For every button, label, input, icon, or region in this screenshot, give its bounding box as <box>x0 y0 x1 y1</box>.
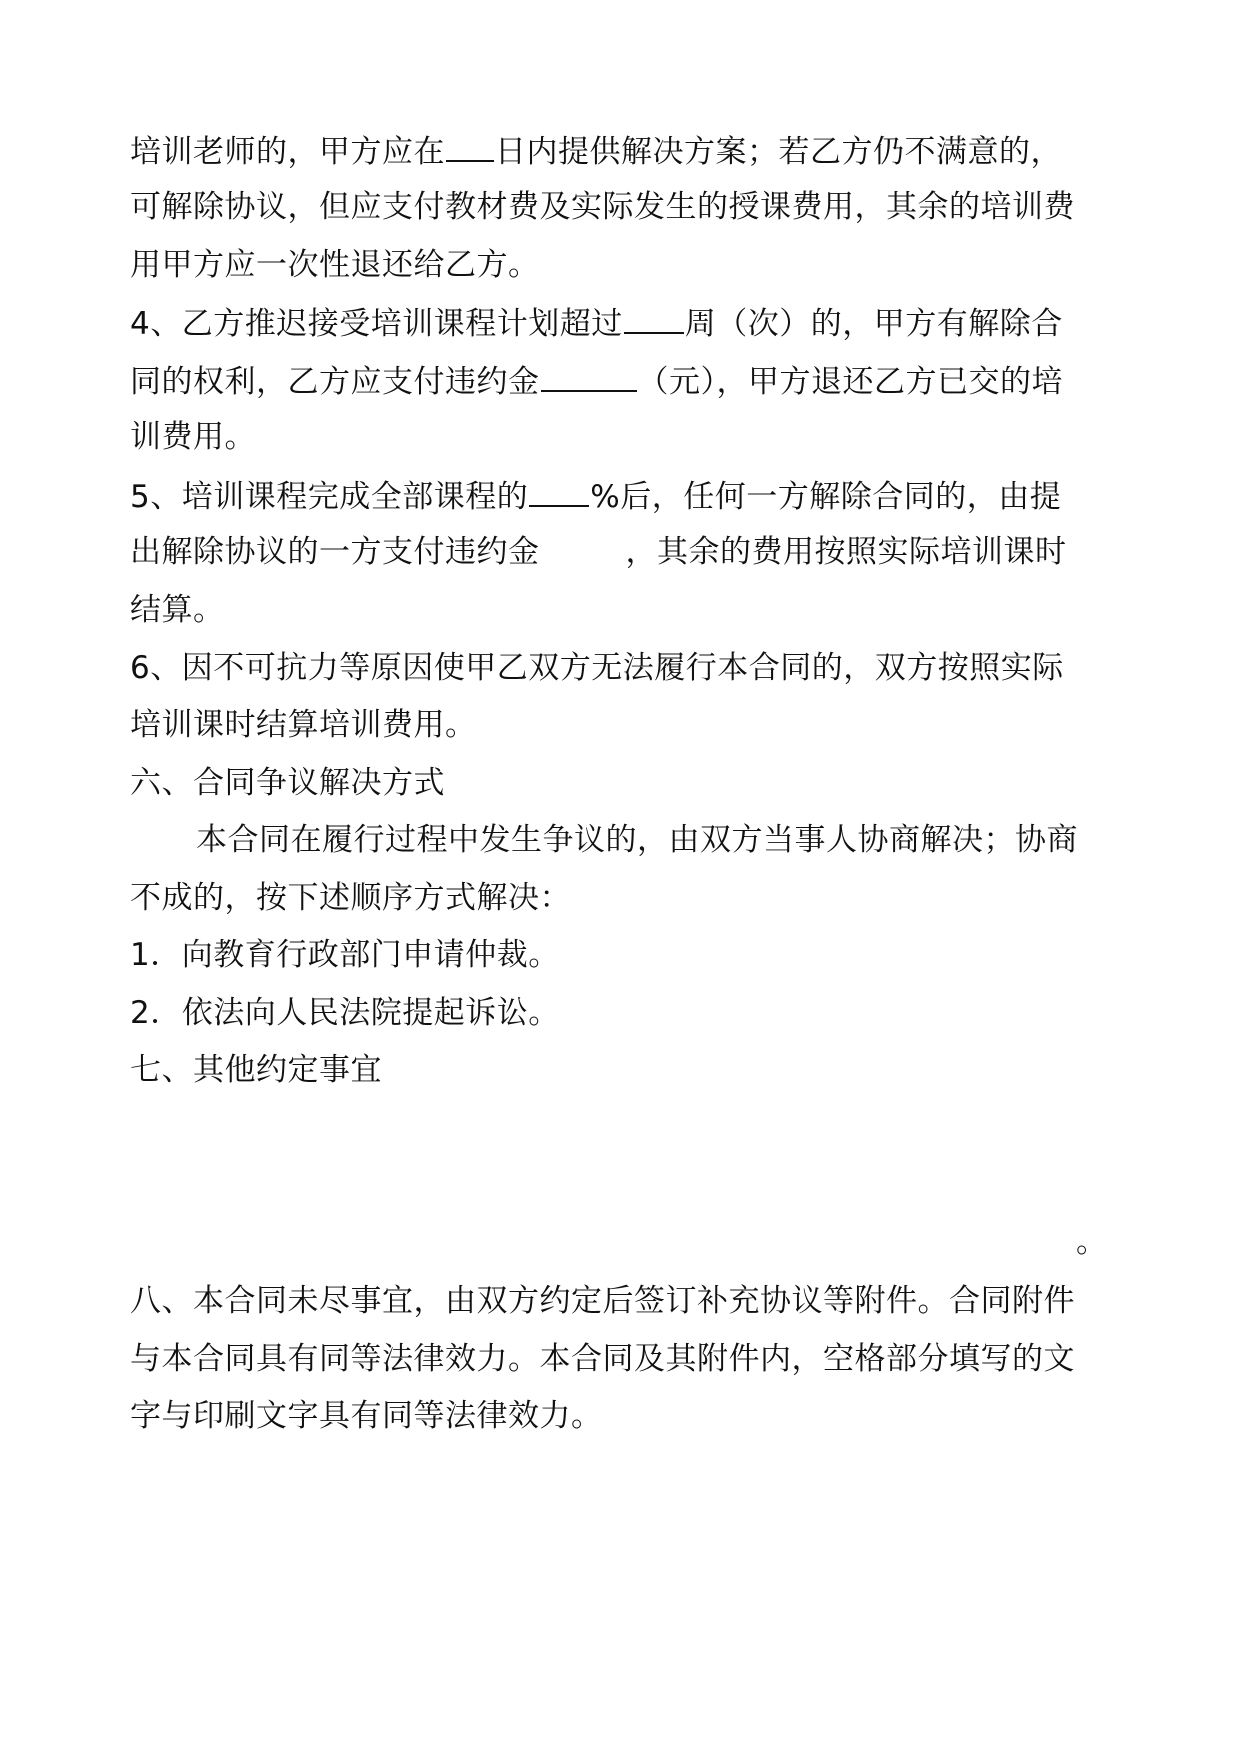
clause-5-part-a: 5、培训课程完成全部课程的 <box>130 479 529 515</box>
blank-area-end-mark: 。 <box>1076 1224 1107 1260</box>
line-1-part-a: 培训老师的，甲方应在 <box>130 134 445 170</box>
clause-4-part-b: 周（次）的，甲方有解除合 <box>684 306 1063 342</box>
clause-4-part-a: 4、乙方推迟接受培训课程计划超过 <box>130 306 623 342</box>
line-1-part-b: 日内提供解决方案；若乙方仍不满意的， <box>495 134 1062 170</box>
clause-5-part-b: %后，任何一方解除合同的，由提 <box>590 479 1062 515</box>
clause-4-line-2-part-a: 同的权利，乙方应支付违约金 <box>130 364 540 400</box>
clause-5-line-3: 结算。 <box>130 592 225 628</box>
clause-4-line-3: 训费用。 <box>130 419 256 455</box>
clause-5-line-1 <box>130 475 1130 515</box>
clause-4-line-1 <box>130 302 1130 342</box>
section-6-heading: 六、合同争议解决方式 <box>130 765 445 801</box>
clause-4-line-2-part-b: （元），甲方退还乙方已交的培 <box>637 364 1063 400</box>
text-line-1 <box>130 130 1130 170</box>
clause-5-line-2-part-a: 出解除协议的一方支付违约金 <box>130 534 540 570</box>
clause-5-line-2 <box>130 532 1130 572</box>
fill-blank-days <box>446 130 494 162</box>
clause-5-line-2-part-b: ，其余的费用按照实际培训课时 <box>625 534 1067 570</box>
section-7-heading: 七、其他约定事宜 <box>130 1052 382 1088</box>
clause-4-line-2 <box>130 360 1130 400</box>
fill-blank-weeks <box>624 302 684 334</box>
section-6-para-line-1 <box>130 820 1130 860</box>
text-line-2: 可解除协议，但应支付教材费及实际发生的授课费用，其余的培训费 <box>130 189 1075 225</box>
option-2: 2．依法向人民法院提起诉讼。 <box>130 995 560 1031</box>
clause-6-line-2: 培训课时结算培训费用。 <box>130 707 477 743</box>
section-6-para-line-2: 不成的，按下述顺序方式解决： <box>130 880 571 916</box>
section-6-para-text: 本合同在履行过程中发生争议的，由双方当事人协商解决；协商 <box>196 822 1078 858</box>
option-1: 1．向教育行政部门申请仲裁。 <box>130 937 560 973</box>
clause-6-line-1: 6、因不可抗力等原因使甲乙双方无法履行本合同的，双方按照实际 <box>130 650 1064 686</box>
fill-blank-percent <box>529 475 589 507</box>
section-8-line-1: 八、本合同未尽事宜，由双方约定后签订补充协议等附件。合同附件 <box>130 1283 1075 1319</box>
text-line-3: 用甲方应一次性退还给乙方。 <box>130 247 540 283</box>
section-8-line-3: 字与印刷文字具有同等法律效力。 <box>130 1398 603 1434</box>
fill-blank-penalty <box>541 360 637 392</box>
section-8-line-2: 与本合同具有同等法律效力。本合同及其附件内，空格部分填写的文 <box>130 1341 1075 1377</box>
